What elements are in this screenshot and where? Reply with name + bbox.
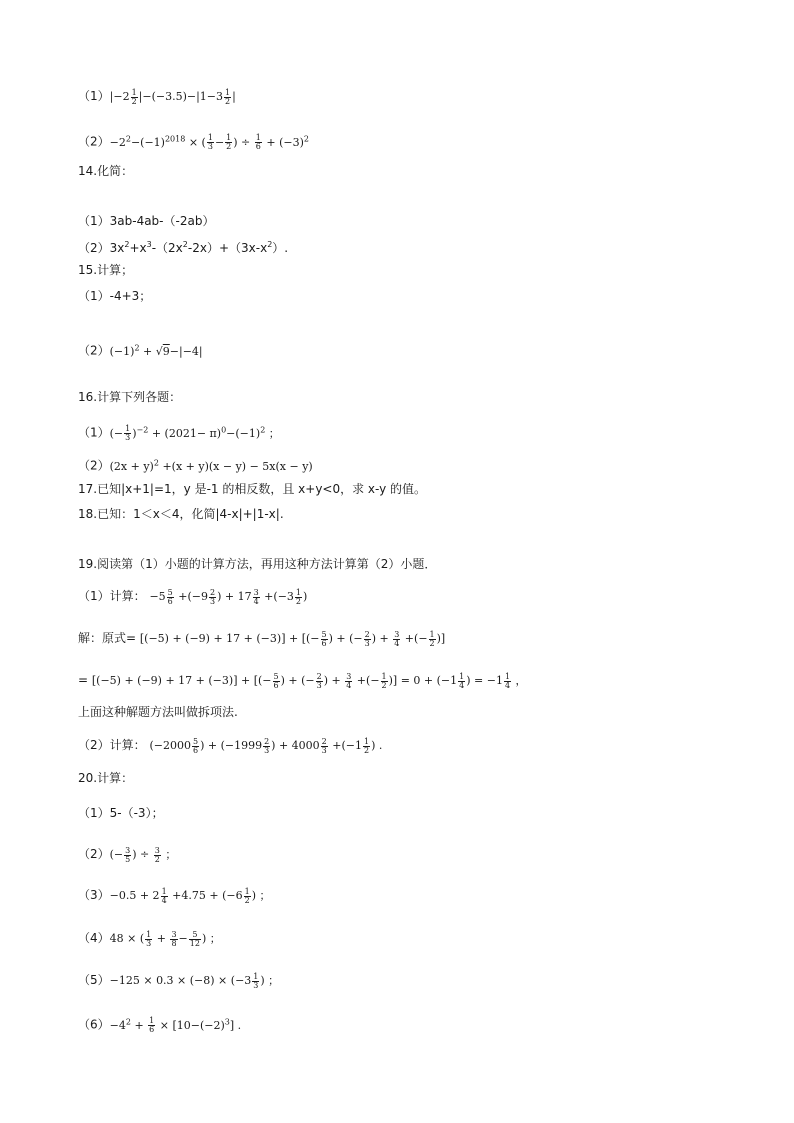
text-line-23: （3）−0.5 + 2 $\frac{1}{4}$ +4.75 + (−6 $\frac{1}{2}$ ) ； — [78, 886, 271, 905]
text-line-15: （1）计算： −5 $\frac{5}{6}$ +(−9 $\frac{2}{3}$ ) + 17 $\frac{3}{4}$ +(−3 $\frac{1}{2}$ ) — [78, 587, 308, 606]
text-line-6: 15.计算； — [78, 263, 134, 277]
text-line-4: （1）3ab-4ab-（-2ab） — [78, 214, 215, 228]
text-line-10: （1）(− $\frac{1}{3}$ )$^{-2} + (2021- \pi)^0-(-1)^2$ ； — [78, 424, 280, 443]
text-line-5: $(2)3x^2+x^3-(2x^2-2x)+(3x-x^2)$. — [78, 240, 289, 255]
text-line-1: （1）|−2 $\frac{1}{2}$ |−(−3.5)−|1−3 $\frac{1}{2}$ | — [78, 87, 236, 106]
text-line-13: 18.已知：1＜x＜4，化简|4-x|+|1-x|. — [78, 507, 284, 521]
text-line-8: $(2)(-1)^2 + √9-|-4|$ — [78, 343, 203, 358]
text-line-2: $(2)-2^2-(-1)^{2018}$ × ( $\frac{1}{3}$ − $\frac{1}{2}$ ) ÷ $\frac{1}{6}$ + $(-3)^2$ — [78, 133, 309, 152]
text-line-26: $(6)-4^2$ + $\frac{1}{6}$ × $[10-(-2)^3]$ . — [78, 1016, 242, 1035]
text-line-20: 20.计算： — [78, 771, 134, 785]
text-line-25: （5）−125 × 0.3 × (−8) × (−3 $\frac{1}{3}$ ) ； — [78, 971, 280, 990]
text-line-3: 14.化简： — [78, 164, 134, 178]
text-line-16: 解：原式= [(−5) + (−9) + 17 + (−3)] + [(− $\frac{5}{6}$ ) + (− $\frac{2}{3}$ ) + $\frac{3}{4}$ +(− $\frac{1}{2}$ )] — [78, 629, 446, 648]
text-line-21: （1）5-（-3）； — [78, 806, 164, 820]
text-line-9: 16.计算下列各题： — [78, 390, 182, 404]
text-line-18: 上面这种解题方法叫做拆项法. — [78, 705, 238, 719]
text-line-12: 17.已知|x+1|=1，y 是-1 的相反数，且 x+y<0，求 x-y 的值。 — [78, 482, 427, 496]
text-line-22: （2）(− $\frac{3}{5}$ ) ÷ $\frac{3}{2}$ ； — [78, 845, 177, 864]
text-line-11: $(2)(2x + y)^2 +(x + y)(x - y) - 5x(x - y)$ — [78, 458, 313, 473]
text-line-24: （4）48 × ( $\frac{1}{3}$ + $\frac{3}{8}$ − $\frac{5}{12}$ ) ； — [78, 929, 221, 948]
text-line-14: 19.阅读第（1）小题的计算方法，再用这种方法计算第（2）小题． — [78, 557, 437, 571]
text-line-17: = [(−5) + (−9) + 17 + (−3)] + [(− $\frac{5}{6}$ ) + (− $\frac{2}{3}$ ) + $\frac{3}{4}$ +(− $\frac{1}{2}$ )] = 0 + (−1 $\frac{1}{4}$ ) = −1 $\frac{1}{4}$ ， — [78, 671, 527, 690]
text-line-7: （1）-4+3； — [78, 289, 152, 303]
text-line-19: （2）计算： (−2000 $\frac{5}{6}$ ) + (−1999 $\frac{2}{3}$ ) + 4000 $\frac{2}{3}$ +(−1 $\frac{1}{2}$ ) . — [78, 736, 383, 755]
